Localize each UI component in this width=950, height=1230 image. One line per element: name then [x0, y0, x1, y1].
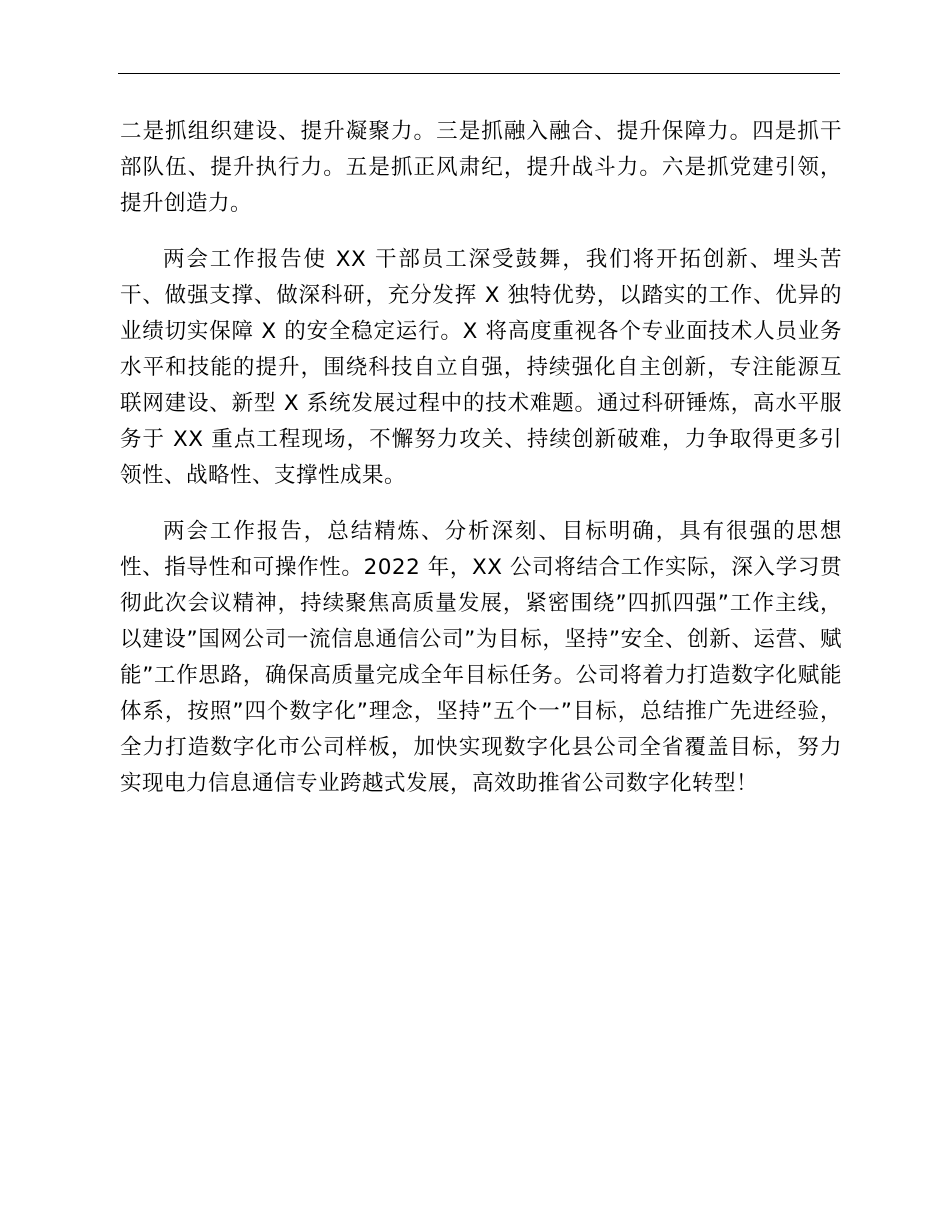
paragraph-innovation: 两会工作报告使 XX 干部员工深受鼓舞，我们将开拓创新、埋头苦干、做强支撑、做深科研，充分发挥 X 独特优势，以踏实的工作、优异的业绩切实保障 X 的安全稳定运行。X 将高度重视各个专业面技术人员业务水平和技能的提升，围绕科技自立自强，持续强化自主创新，专注能源互联网建设、新型 X 系统发展过程中的技术难题。通过科研锤炼，高水平服务于 XX 重点工程现场，不懈努力攻关、持续创新破难，力争取得更多引领性、战略性、支撑性成果。 — [120, 247, 842, 488]
body-text — [120, 114, 842, 802]
paragraph-continued: 二是抓组织建设、提升凝聚力。三是抓融入融合、提升保障力。四是抓干部队伍、提升执行力。五是抓正风肃纪，提升战斗力。六是抓党建引领，提升创造力。 — [120, 119, 842, 216]
paragraph-summary: 两会工作报告，总结精炼、分析深刻、目标明确，具有很强的思想性、指导性和可操作性。2022 年，XX 公司将结合工作实际，深入学习贯彻此次会议精神，持续聚焦高质量发展，紧密围绕”四抓四强”工作主线，以建设”国网公司一流信息通信公司”为目标，坚持”安全、创新、运营、赋能”工作思路，确保高质量完成全年目标任务。公司将着力打造数字化赋能体系，按照”四个数字化”理念，坚持”五个一”目标，总结推广先进经验，全力打造数字化市公司样板，加快实现数字化县公司全省覆盖目标，努力实现电力信息通信专业跨越式发展，高效助推省公司数字化转型！ — [120, 519, 842, 796]
header-rule — [118, 73, 840, 74]
